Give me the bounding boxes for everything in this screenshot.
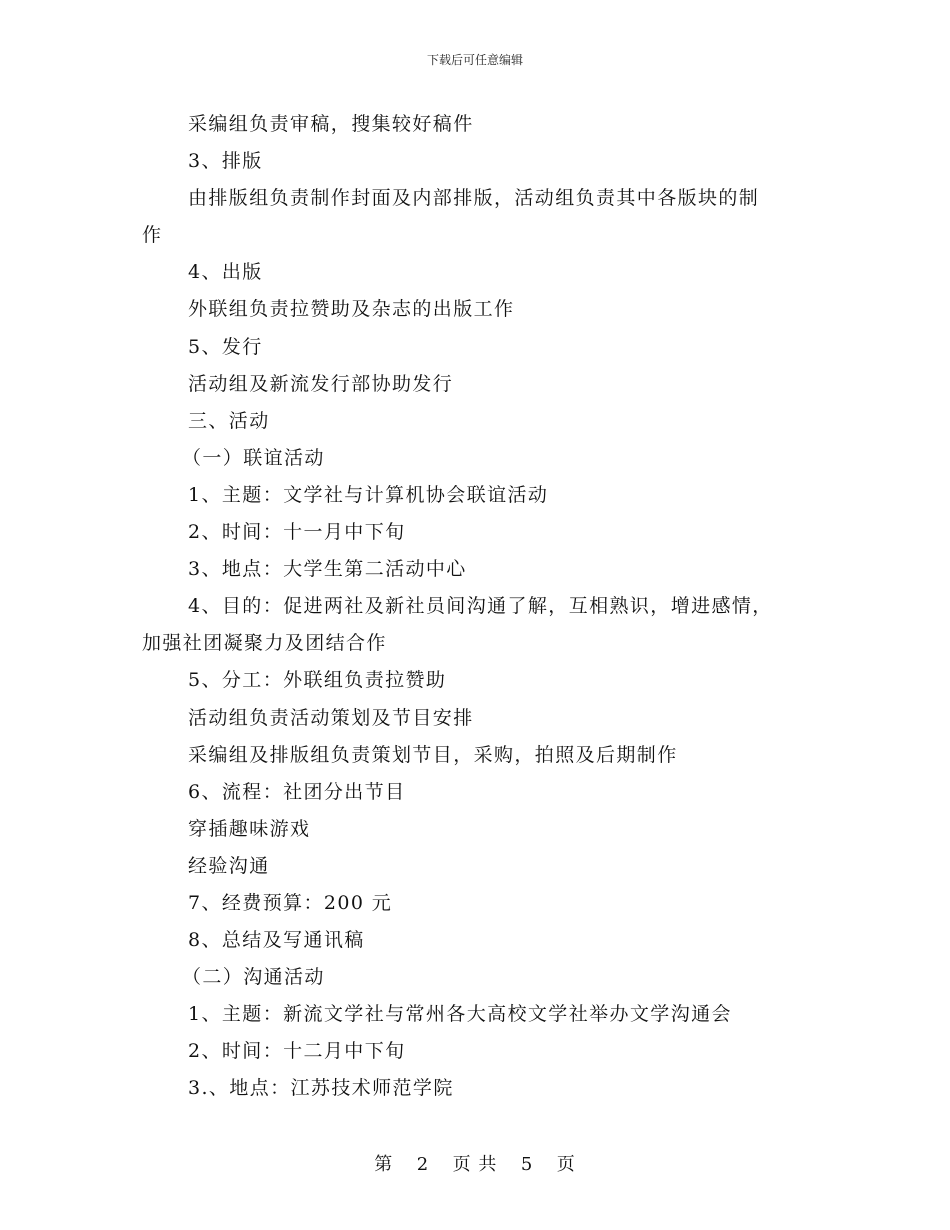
text-line: 1、主题：新流文学社与常州各大高校文学社举办文学沟通会 [188, 1003, 732, 1026]
footer-prefix: 第 [374, 1154, 394, 1175]
text-line: 2、时间：十一月中下旬 [188, 521, 406, 544]
text-line: 3.、地点：江苏技术师范学院 [188, 1077, 454, 1100]
document-body [142, 106, 822, 1108]
subsection-heading: （二）沟通活动 [182, 966, 325, 989]
text-line: 8、总结及写通讯稿 [188, 929, 365, 952]
text-line: 3、地点：大学生第二活动中心 [188, 558, 467, 581]
text-line: 外联组负责拉赞助及杂志的出版工作 [188, 298, 515, 321]
text-line: 1、主题：文学社与计算机协会联谊活动 [188, 483, 549, 506]
page-footer [0, 1153, 950, 1177]
text-line: 经验沟通 [188, 854, 270, 877]
section-heading: 三、活动 [188, 409, 270, 432]
footer-suffix: 页 [556, 1154, 576, 1175]
subsection-heading: （一）联谊活动 [182, 446, 325, 469]
text-line: 由排版组负责制作封面及内部排版，活动组负责其中各版块的制 [188, 187, 760, 210]
text-line: 活动组负责活动策划及节目安排 [188, 706, 474, 729]
text-line: 4、出版 [188, 261, 263, 284]
text-line: 5、分工：外联组负责拉赞助 [188, 669, 447, 692]
text-line: 7、经费预算：200 元 [188, 891, 393, 914]
text-line: 活动组及新流发行部协助发行 [188, 372, 454, 395]
text-line: 3、排版 [188, 150, 263, 173]
text-line: 4、目的：促进两社及新社员间沟通了解，互相熟识，增进感情， [188, 595, 773, 618]
footer-middle: 页 共 [452, 1154, 498, 1175]
text-line-continuation: 加强社团凝聚力及团结合作 [142, 632, 387, 655]
text-line: 采编组负责审稿，搜集较好稿件 [188, 113, 474, 135]
text-line: 2、时间：十二月中下旬 [188, 1040, 406, 1063]
text-line: 采编组及排版组负责策划节目，采购，拍照及后期制作 [188, 743, 678, 766]
text-line-continuation: 作 [142, 224, 163, 247]
total-page-count: 5 [520, 1154, 534, 1175]
text-line: 6、流程：社团分出节目 [188, 780, 406, 803]
text-line: 5、发行 [188, 335, 263, 358]
current-page-number: 2 [416, 1154, 430, 1175]
header-text: 下载后可任意编辑 [426, 53, 523, 67]
page-header [0, 52, 950, 68]
text-line: 穿插趣味游戏 [188, 817, 311, 840]
